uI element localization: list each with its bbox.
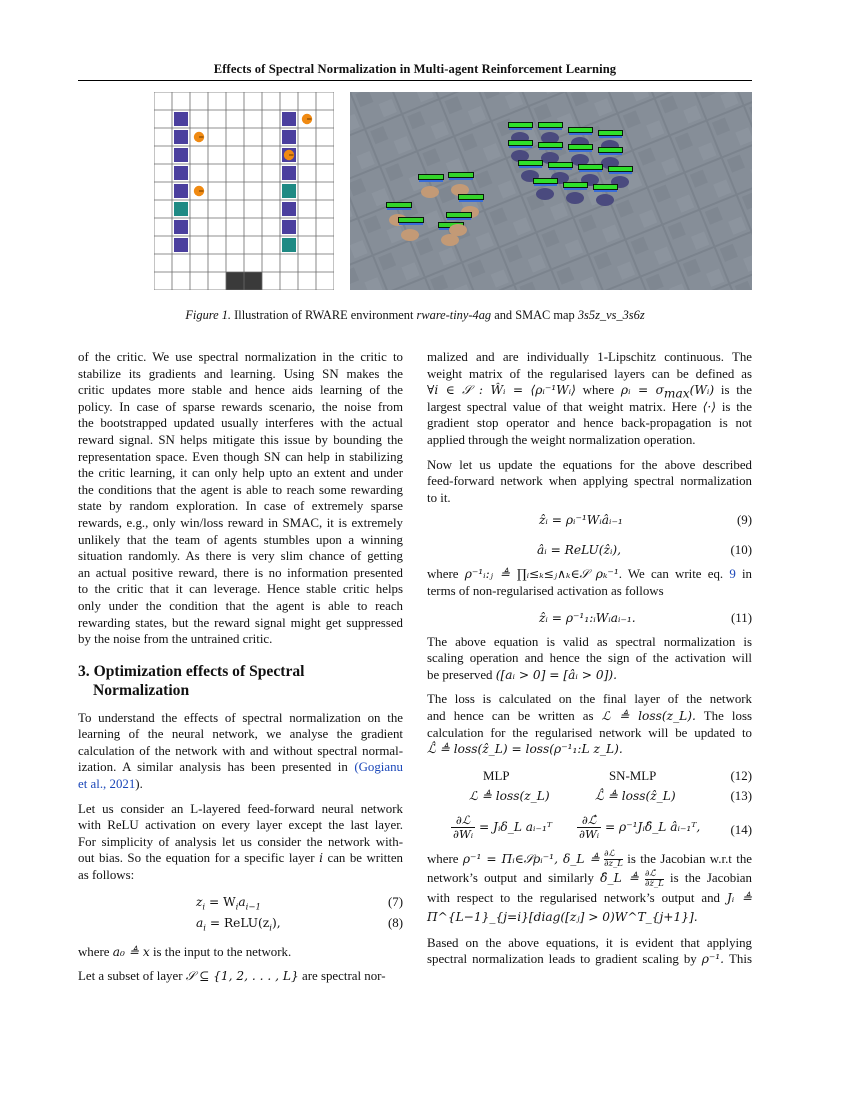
shield-bar (609, 172, 632, 174)
shield-bar (599, 153, 622, 155)
caption-text: Illustration of RWARE environment (234, 308, 414, 322)
eq-fraction-num: ∂ℒ̂ (645, 870, 664, 880)
unit-sprite (401, 229, 419, 241)
smac-map-image (350, 92, 752, 290)
health-bar-fill (399, 218, 423, 222)
shelf (282, 202, 296, 216)
equation-12 (427, 766, 752, 786)
text-line: by the noise from the untrained critic. (78, 632, 273, 647)
paragraph-input-def (78, 944, 403, 961)
math-inline: max (663, 386, 690, 401)
equation-ref-link[interactable]: 9 (729, 567, 736, 582)
figure-caption (78, 308, 752, 323)
eq-expression: ℒ̂ ≜ loss(ẑ_L) (595, 788, 676, 803)
math-inline: ℒ ≜ loss(z_L). (601, 708, 696, 723)
text-line: as follows: (78, 868, 135, 883)
text-line: and hence can be written as (427, 708, 594, 723)
eq-expression: ẑᵢ = ρᵢ⁻¹Wᵢâᵢ₋₁ (539, 513, 623, 528)
text-line: policy. In case of sparse rewards scenario, the noise from (78, 399, 403, 414)
shelf (282, 112, 296, 126)
text-line: situation randomly. As there is very slim chance of getting (78, 549, 403, 564)
text-line: out bias. So the equation for a specific layer (78, 851, 315, 866)
text-line: only under the condition that the agent is able to reach (78, 598, 403, 613)
text-line: This (729, 952, 752, 967)
paragraph-network-setup (78, 801, 403, 884)
eq-symbol: a (238, 894, 246, 909)
text-line: stabilize its gradients and learning. Using SN makes the (78, 366, 403, 381)
eq-symbol: i (269, 923, 272, 934)
text-line: where (427, 567, 459, 582)
equation-number: (9) (736, 513, 752, 528)
eq-expression: = Jᵢδ_L aᵢ₋₁ᵀ (478, 819, 552, 834)
health-bar-fill (509, 141, 532, 145)
health-bar-fill (599, 148, 622, 152)
text-line: The loss is calculated on the final layer of the network (427, 692, 752, 707)
paragraph-weight-def (427, 349, 752, 449)
equation-8 (78, 913, 403, 934)
text-line: Let a subset of layer (78, 969, 183, 984)
text-line: where (78, 944, 110, 959)
shield-bar (569, 150, 592, 152)
unit-sprite (566, 192, 584, 204)
text-line: is the (720, 383, 752, 398)
text-line: feed-forward network when applying spectral normalization (427, 474, 752, 489)
text-line: is the input to the network. (152, 944, 292, 959)
eq-fraction-den: ∂z_L (604, 859, 623, 870)
math-inline: ([aᵢ > 0] = [âᵢ > 0]). (495, 667, 617, 682)
paragraph-loss-def (427, 691, 752, 757)
eq-symbol: ), (271, 915, 281, 930)
text-line: calculation of the network with and without spectral normal- (78, 743, 403, 758)
citation-link[interactable]: (Gogianu (354, 760, 403, 775)
text-line: scaling operation and hence the sign of the activation will (427, 651, 752, 666)
eq-fraction-num: ∂ℒ̂ (577, 814, 601, 828)
health-bar-fill (599, 131, 622, 135)
shelf (174, 130, 188, 144)
eq-expression: âᵢ = ReLU(ẑᵢ), (537, 543, 622, 558)
caption-map-name: 3s5z_vs_3s6z (577, 308, 645, 322)
text-line: the critic learning, it can only help upto an extent and under (78, 466, 403, 481)
section-title-line: Normalization (93, 681, 190, 699)
paragraph-gradient-scaling (427, 935, 752, 968)
health-bar-fill (569, 128, 592, 132)
equation-number: (10) (730, 543, 752, 558)
shield-bar (579, 170, 602, 172)
unit-sprite (536, 188, 554, 200)
text-line: to the critic that it can leverage. Hence stable critic helps (78, 582, 403, 597)
shield-bar (387, 208, 411, 210)
text-line: largest spectral value of that weight matrix. Here (427, 399, 697, 414)
shelf (282, 130, 296, 144)
left-column (78, 349, 403, 993)
goal-shelf (282, 184, 296, 198)
math-inline: (Wᵢ) (689, 383, 715, 398)
text-line: are spectral nor- (302, 969, 386, 984)
header-rule (78, 80, 752, 81)
eq-symbol: i (203, 923, 206, 934)
text-line: applied through the weight normalization operation. (427, 432, 696, 447)
eq-symbol: z (196, 894, 203, 909)
equation-11 (427, 604, 752, 634)
section-title-line: Optimization effects of Spectral (93, 662, 305, 680)
health-bar-fill (579, 165, 602, 169)
shield-bar (509, 146, 532, 148)
section-heading (78, 662, 403, 700)
health-bar-fill (419, 175, 443, 179)
eq-symbol: i (202, 902, 206, 913)
equation-number: (14) (730, 822, 752, 837)
equation-9 (427, 510, 752, 540)
shelf (174, 220, 188, 234)
text-line: Now let us update the equations for the above described (427, 457, 752, 472)
text-line: critic updates more stable and hence aids learning of the (78, 383, 403, 398)
citation-link[interactable]: et al., 2021 (78, 777, 136, 792)
section-number: 3. (78, 662, 90, 680)
text-line: calculation for the regularised network will be updated to (427, 725, 752, 740)
eq-fraction-den: ∂Wᵢ (453, 826, 474, 841)
text-line: can be written (327, 851, 404, 866)
health-bar-fill (449, 173, 473, 177)
running-title: Effects of Spectral Normalization in Multi-agent Reinforcement Learning (213, 62, 617, 76)
shield-bar (519, 166, 542, 168)
health-bar-fill (564, 183, 587, 187)
paragraph-subset-def (78, 968, 403, 985)
math-inline: ρᵢ = σ (620, 383, 664, 398)
text-line: where (582, 383, 615, 398)
shield-bar (399, 223, 423, 225)
eq-fraction-num: ∂ℒ (451, 814, 475, 828)
rware-environment-image (154, 92, 334, 290)
text-line: The loss (703, 708, 752, 723)
text-line: is the Jacobian w.r.t the (627, 851, 752, 866)
health-bar-fill (569, 145, 592, 149)
text-line: To understand the effects of spectral normalization on the (78, 710, 403, 725)
math-inline: Jᵢ ≜ (726, 890, 752, 905)
text-line: with ReLU activation on every layer except the last layer. (78, 818, 403, 833)
text-line: ). (135, 777, 143, 792)
math-inline: ρ⁻¹ᵢ:ⱼ ≜ ∏ᵢ≤ₖ≤ⱼ∧ₖ∈𝒮 ρₖ⁻¹ (464, 567, 619, 582)
eq-fraction-den: ∂Wᵢ (579, 826, 600, 841)
eq-symbol: i (235, 902, 239, 913)
shield-bar (509, 128, 532, 130)
paragraph-critic-stability (78, 349, 403, 648)
shield-bar (419, 180, 443, 182)
text-line: where (427, 851, 459, 866)
shield-bar (569, 133, 592, 135)
eq-expression: = ρ⁻¹Jᵢδ̂_L âᵢ₋₁ᵀ, (604, 819, 701, 834)
math-inline: a₀ ≜ x (112, 944, 150, 959)
shield-bar (539, 148, 562, 150)
health-bar-fill (534, 179, 557, 183)
shield-bar (449, 178, 473, 180)
paragraph-jacobian (427, 850, 752, 927)
shelf (174, 184, 188, 198)
math-inline: ρ⁻¹ = Πᵢ∈𝒮ρᵢ⁻¹, δ_L ≜ (462, 851, 600, 866)
eq-symbol: i−1 (245, 902, 261, 913)
eq-symbol: a (196, 915, 204, 930)
paragraph-sign-preserved (427, 634, 752, 684)
paragraph-rho-def (427, 566, 752, 599)
equation-number: (11) (731, 610, 752, 625)
shield-bar (564, 188, 587, 190)
text-line: spectral normalization leads to gradient scaling by (427, 952, 697, 967)
text-line: unlikely that the team of agents stumbles upon a winning (78, 532, 403, 547)
health-bar-fill (459, 195, 483, 199)
equation-number: (13) (730, 788, 752, 803)
text-line: weight matrix of the regularised layers can be defined as (427, 366, 752, 381)
text-line: is the (721, 399, 752, 414)
shelf (174, 148, 188, 162)
equation-number: (8) (387, 915, 403, 930)
shield-bar (549, 168, 572, 170)
unit-sprite (421, 186, 439, 198)
health-bar-fill (387, 203, 411, 207)
text-line: an actual positive reward, there is no information presented (78, 565, 403, 580)
text-line: For simplicity of analysis let us consider the network with- (78, 834, 403, 849)
health-bar-fill (509, 123, 532, 127)
text-line: ization. A similar analysis has been presented in (78, 760, 348, 775)
eq-symbol: = W (209, 894, 236, 909)
math-inline: 𝒮 ⊆ {1, 2, . . . , L} (185, 969, 299, 984)
shelf (174, 238, 188, 252)
math-inline: ℒ̂ ≜ loss(ẑ_L) = loss(ρ⁻¹₁:L z_L). (427, 742, 623, 757)
text-line: learning of the neural network, we analyse the gradient (78, 727, 403, 742)
text-line: to it. (427, 490, 451, 505)
math-inline: ⟨·⟩ (702, 399, 717, 414)
text-line: malized and are individually 1-Lipschitz continuous. The (427, 350, 752, 364)
shield-bar (459, 200, 483, 202)
shelf (282, 220, 296, 234)
health-bar-fill (539, 143, 562, 147)
eq-expression: ẑᵢ = ρ⁻¹₁:ᵢWᵢaᵢ₋₁. (539, 610, 636, 625)
goal-shelf (282, 238, 296, 252)
math-inline: ∀i ∈ 𝒮 : Ŵᵢ = ⟨ρᵢ⁻¹Wᵢ⟩ (427, 383, 576, 398)
eq-symbol: = ReLU(z (209, 915, 270, 930)
health-bar-fill (609, 167, 632, 171)
math-inline: Π^{L−1}_{j=i}[diag([zⱼ] > 0)W^T_{j+1}]. (427, 909, 698, 924)
paragraph-update-equations (427, 457, 752, 507)
health-bar-fill (539, 123, 562, 127)
eq-expression: ℒ ≜ loss(z_L) (469, 788, 550, 803)
eq-fraction-den: ∂ẑ_L (645, 878, 664, 889)
health-bar-fill (549, 163, 572, 167)
text-line: the conditions that the agent is able to reach some rewarding (78, 482, 403, 497)
text-line: Let us consider an L-layered feed-forward neural network (78, 801, 403, 816)
shelf (174, 166, 188, 180)
equation-10 (427, 540, 752, 566)
shield-bar (534, 184, 557, 186)
text-line: network’s output and similarly (427, 871, 594, 886)
health-bar-fill (594, 185, 617, 189)
unit-sprite (596, 194, 614, 206)
shelf (282, 166, 296, 180)
text-line: representation space. Even though SN can help in stabilizing (78, 449, 403, 464)
text-line: reward signal. SN helps mitigate this issue by bounding the (78, 432, 403, 447)
text-line: of the critic. We use spectral normalization in the critic to (78, 350, 403, 364)
text-line: state by random exploration. In case of extremely sparse (78, 499, 403, 514)
equation-number: (12) (730, 768, 752, 783)
figure-label: Figure 1. (185, 308, 232, 322)
math-var: i (319, 851, 323, 866)
math-inline: δ̂_L ≜ (600, 871, 639, 886)
eq-fraction-num: ∂ℒ (604, 850, 623, 860)
text-line: gradient stop operator and hence back-propagation is not (427, 416, 752, 431)
text-line: . We can write eq. (618, 567, 724, 582)
math-inline: ρ⁻¹. (701, 952, 725, 967)
shelf (174, 112, 188, 126)
equation-7 (78, 892, 403, 913)
text-line: is the Jacobian (670, 871, 752, 886)
unit-sprite (449, 224, 467, 236)
text-line: in (741, 567, 752, 582)
text-line: rewarding states, but the reward signal might get suppressed (78, 615, 403, 630)
text-line: terms of non-regularised activation as follows (427, 583, 664, 598)
equation-13 (427, 786, 752, 810)
paragraph-gradient-analysis (78, 710, 403, 793)
shield-bar (447, 218, 471, 220)
text-line: with respect to the regularised network’s output and (427, 890, 721, 905)
caption-text-mid: and SMAC map (494, 308, 575, 322)
text-line: The above equation is valid as spectral normalization is (427, 634, 752, 649)
text-line: Based on the above equations, it is evident that applying (427, 935, 752, 950)
shield-bar (539, 128, 562, 130)
text-line: be preserved (427, 667, 493, 682)
health-bar-fill (447, 213, 471, 217)
shield-bar (599, 136, 622, 138)
goal-shelf (174, 202, 188, 216)
eq-column-label: MLP (483, 768, 510, 783)
text-line: rewards, e.g., only win/loss reward in SMAC, it is extremely (78, 515, 403, 530)
right-column (427, 349, 752, 976)
caption-env-name: rware-tiny-4ag (416, 308, 492, 322)
equation-number: (7) (387, 894, 403, 909)
health-bar-fill (519, 161, 542, 165)
text-line: the bootstrapped updated usually interferes with the actual (78, 416, 403, 431)
equation-14 (427, 810, 752, 850)
eq-column-label: SN-MLP (609, 768, 657, 783)
shield-bar (594, 190, 617, 192)
